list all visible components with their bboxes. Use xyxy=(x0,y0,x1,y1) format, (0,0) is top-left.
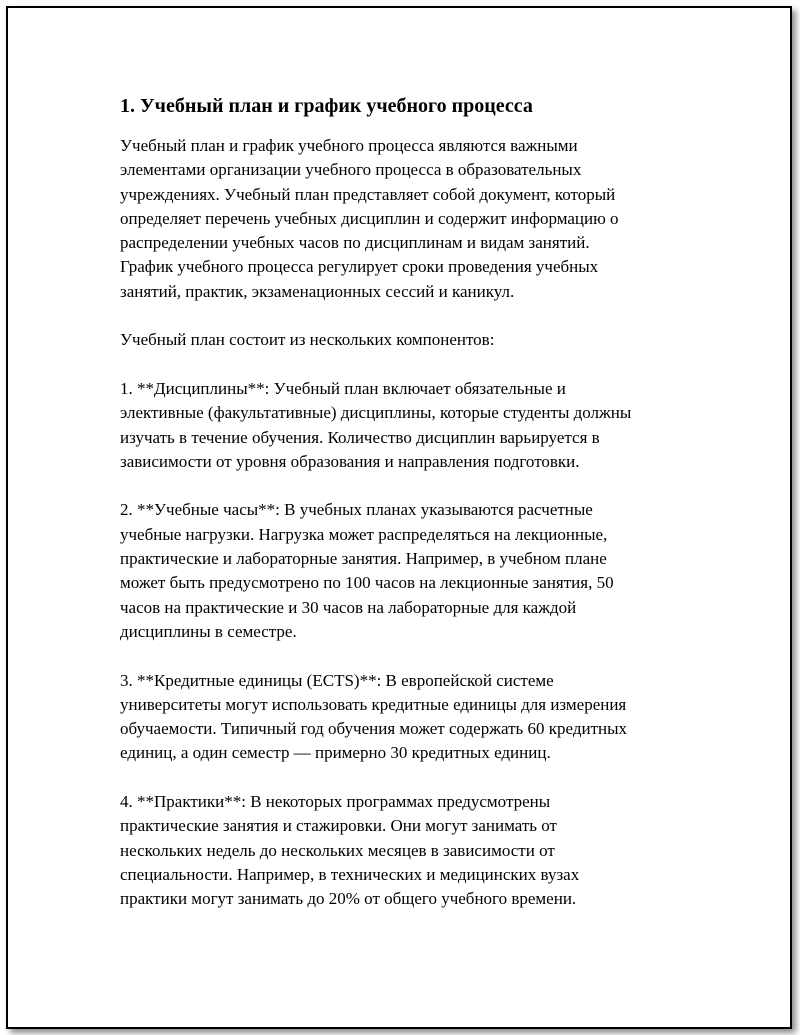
paragraphs-container xyxy=(120,134,720,912)
text-line: 3. **Кредитные единицы (ECTS)**: В европейской системе xyxy=(120,670,554,690)
document-page xyxy=(6,6,792,1029)
text-line: 4. **Практики**: В некоторых программах предусмотрены xyxy=(120,792,551,812)
text-line: 1. **Дисциплины**: Учебный план включает обязательные и xyxy=(120,378,566,398)
text-line: 2. **Учебные часы**: В учебных планах указываются расчетные xyxy=(120,500,593,520)
paragraph xyxy=(120,669,720,766)
paragraph xyxy=(120,790,720,911)
text-line: практики могут занимать до 20% от общего учебного времени. xyxy=(120,889,577,909)
text-line: нескольких недель до нескольких месяцев в зависимости от xyxy=(120,840,555,860)
paragraph xyxy=(120,328,720,352)
text-line: учреждениях. Учебный план представляет собой документ, который xyxy=(120,184,616,204)
section-heading: 1. Учебный план и график учебного процесса xyxy=(120,95,533,117)
text-line: единиц, а один семестр — примерно 30 кредитных единиц. xyxy=(120,743,551,763)
text-line: определяет перечень учебных дисциплин и содержит информацию о xyxy=(120,208,619,228)
text-line: дисциплины в семестре. xyxy=(120,621,297,641)
text-line: распределении учебных часов по дисциплинам и видам занятий. xyxy=(120,233,590,253)
text-line: университеты могут использовать кредитные единицы для измерения xyxy=(120,694,627,714)
document-content xyxy=(120,94,720,936)
text-line: часов на практические и 30 часов на лабораторные для каждой xyxy=(120,597,577,617)
text-line: может быть предусмотрено по 100 часов на лекционные занятия, 50 xyxy=(120,573,614,593)
text-line: практические занятия и стажировки. Они могут занимать от xyxy=(120,816,557,836)
text-line: учебные нагрузки. Нагрузка может распределяться на лекционные, xyxy=(120,524,608,544)
text-line: Учебный план состоит из нескольких компонентов: xyxy=(120,330,495,350)
text-line: обучаемости. Типичный год обучения может содержать 60 кредитных xyxy=(120,719,628,739)
text-line: Учебный план и график учебного процесса являются важными xyxy=(120,136,578,155)
paragraph xyxy=(120,377,720,474)
text-line: График учебного процесса регулирует сроки проведения учебных xyxy=(120,257,599,277)
text-line: занятий, практик, экзаменационных сессий и каникул. xyxy=(120,281,515,301)
text-line: изучать в течение обучения. Количество дисциплин варьируется в xyxy=(120,427,600,447)
text-line: зависимости от уровня образования и направления подготовки. xyxy=(120,451,580,471)
text-line: практические и лабораторные занятия. Например, в учебном плане xyxy=(120,549,607,569)
paragraph xyxy=(120,498,720,644)
text-line: элементами организации учебного процесса в образовательных xyxy=(120,160,582,180)
text-line: элективные (факультативные) дисциплины, которые студенты должны xyxy=(120,403,632,423)
paragraph xyxy=(120,134,720,304)
text-line: специальности. Например, в технических и медицинских вузах xyxy=(120,864,580,884)
